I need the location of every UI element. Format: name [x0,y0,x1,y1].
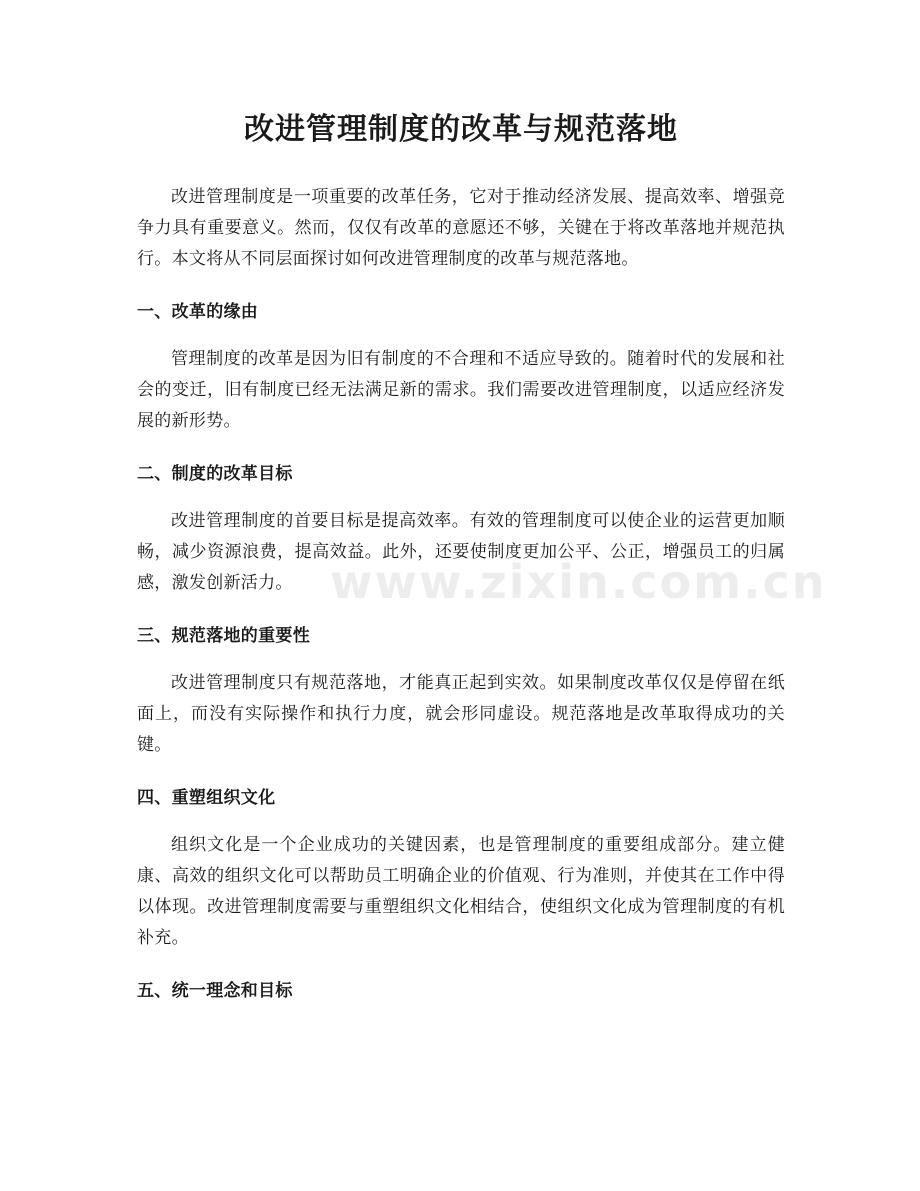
section-paragraph: 组织文化是一个企业成功的关键因素，也是管理制度的重要组成部分。建立健康、高效的组织文化可以帮助员工明确企业的价值观、行为准则，并使其在工作中得以体现。改进管理制度需要与重塑组织文化相结合，使组织文化成为管理制度的有机补充。 [137,835,785,948]
intro-paragraph: 改进管理制度是一项重要的改革任务，它对于推动经济发展、提高效率、增强竞争力具有重要意义。然而，仅仅有改革的意愿还不够，关键在于将改革落地并规范执行。本文将从不同层面探讨如何改进管理制度的改革与规范落地。 [137,187,785,269]
section-3 [137,622,785,761]
section-heading: 二、制度的改革目标 [137,464,293,484]
section-heading: 一、改革的缘由 [137,302,259,322]
section-heading: 四、重塑组织文化 [137,788,276,808]
section-2 [137,460,785,599]
section-heading: 三、规范落地的重要性 [137,626,310,646]
section-5 [137,977,785,1005]
document-content [137,108,785,1023]
document-title: 改进管理制度的改革与规范落地 [244,112,678,147]
section-1 [137,298,785,437]
section-heading: 五、统一理念和目标 [137,981,293,1001]
section-paragraph: 改进管理制度只有规范落地，才能真正起到实效。如果制度改革仅仅是停留在纸面上，而没有实际操作和执行力度，就会形同虚设。规范落地是改革取得成功的关键。 [137,673,785,755]
section-4 [137,784,785,954]
watermark: www.zixin.com.cn [330,555,827,609]
section-paragraph: 管理制度的改革是因为旧有制度的不合理和不适应导致的。随着时代的发展和社会的变迁，旧有制度已经无法满足新的需求。我们需要改进管理制度，以适应经济发展的新形势。 [137,349,785,431]
section-paragraph: 改进管理制度的首要目标是提高效率。有效的管理制度可以使企业的运营更加顺畅，减少资源浪费，提高效益。此外，还要使制度更加公平、公正，增强员工的归属感，激发创新活力。 [137,511,785,593]
